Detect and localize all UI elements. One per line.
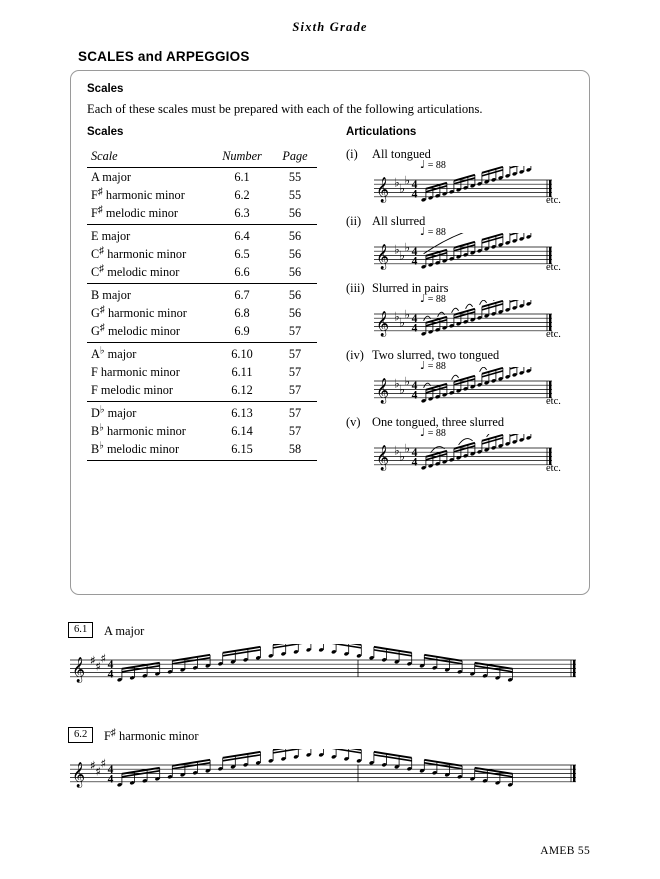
svg-text:♭: ♭ <box>404 374 411 389</box>
accidental-glyph: ♯ <box>99 322 105 333</box>
articulation-item <box>346 281 581 346</box>
quarter-note-icon: ♩ <box>420 359 426 372</box>
table-row <box>87 345 317 363</box>
svg-text:4: 4 <box>411 379 418 392</box>
cell-scale-page: 55 <box>288 187 302 202</box>
scales-table <box>87 147 317 463</box>
cell-scale-number: 6.6 <box>234 264 250 279</box>
accidental-glyph: ♯ <box>110 727 116 739</box>
tempo-value: = 88 <box>425 294 446 305</box>
cell-scale-number: 6.11 <box>231 364 253 379</box>
svg-text:♯: ♯ <box>95 764 102 779</box>
articulation-number: (iii) <box>346 281 365 295</box>
table-row <box>87 263 317 281</box>
articulation-label <box>346 415 581 430</box>
svg-text:♯: ♯ <box>90 758 96 773</box>
svg-text:4: 4 <box>107 658 114 671</box>
table-group <box>87 286 317 343</box>
quarter-note-icon: ♩ <box>420 158 426 171</box>
cell-scale-name: E major <box>91 228 131 243</box>
svg-text:4: 4 <box>411 389 418 402</box>
table-row <box>87 286 317 304</box>
tempo-value: = 88 <box>425 361 446 372</box>
svg-text:♭: ♭ <box>404 173 411 188</box>
table-row <box>87 186 317 204</box>
articulation-item <box>346 348 581 413</box>
accidental-glyph: ♯ <box>97 204 103 215</box>
cell-scale-number: 6.8 <box>234 305 250 320</box>
svg-text:♯: ♯ <box>100 651 107 666</box>
svg-text:4: 4 <box>411 446 418 459</box>
tempo-value: = 88 <box>425 227 446 238</box>
articulation-text: Slurred in pairs <box>372 281 449 295</box>
articulation-label <box>346 214 581 229</box>
svg-text:𝄞: 𝄞 <box>376 311 390 337</box>
tempo-marking <box>420 292 446 305</box>
svg-text:4: 4 <box>411 188 418 201</box>
cell-scale-number: 6.7 <box>234 287 250 302</box>
table-row <box>87 245 317 263</box>
cell-scale-name: G♯ melodic minor <box>91 322 181 338</box>
table-group <box>87 227 317 284</box>
table-header-row <box>87 147 317 168</box>
panel-heading: Scales <box>87 83 124 95</box>
scales-panel <box>70 70 590 595</box>
svg-text:𝄞: 𝄞 <box>376 177 390 203</box>
cell-scale-number: 6.2 <box>234 187 250 202</box>
cell-scale-name: B♭ melodic minor <box>91 440 180 456</box>
cell-scale-page: 58 <box>288 441 302 456</box>
cell-scale-page: 57 <box>288 346 302 361</box>
cell-scale-number: 6.5 <box>234 246 250 261</box>
articulation-number: (iv) <box>346 348 364 362</box>
etc-label: etc. <box>546 262 561 273</box>
svg-text:4: 4 <box>411 312 418 325</box>
table-group <box>87 345 317 402</box>
cell-scale-name: F harmonic minor <box>91 364 180 379</box>
table-row <box>87 227 317 245</box>
tempo-marking <box>420 426 446 439</box>
svg-text:4: 4 <box>411 255 418 268</box>
svg-text:♭: ♭ <box>394 175 400 190</box>
tempo-marking <box>420 158 446 171</box>
cell-scale-name: B♭ harmonic minor <box>91 422 186 438</box>
table-row <box>87 304 317 322</box>
example-number-tag: 6.1 <box>68 622 93 638</box>
tempo-marking <box>420 225 446 238</box>
example-title: F♯ harmonic minor <box>104 727 199 743</box>
cell-scale-page: 56 <box>288 228 302 243</box>
cell-scale-page: 56 <box>288 305 302 320</box>
articulation-label <box>346 147 581 162</box>
articulation-item <box>346 415 581 480</box>
cell-scale-number: 6.12 <box>231 382 253 397</box>
accidental-glyph: ♯ <box>97 186 103 197</box>
cell-scale-page: 57 <box>288 364 302 379</box>
articulation-number: (v) <box>346 415 361 429</box>
cell-scale-name: A major <box>91 169 131 184</box>
svg-text:4: 4 <box>411 456 418 469</box>
cell-scale-number: 6.13 <box>231 405 253 420</box>
quarter-note-icon: ♩ <box>420 292 426 305</box>
svg-text:4: 4 <box>107 763 114 776</box>
cell-scale-page: 56 <box>288 264 302 279</box>
accidental-glyph: ♯ <box>99 304 105 315</box>
quarter-note-icon: ♩ <box>420 426 426 439</box>
table-row <box>87 440 317 458</box>
svg-text:𝄞: 𝄞 <box>72 762 86 788</box>
etc-label: etc. <box>546 329 561 340</box>
articulation-label <box>346 348 581 363</box>
table-group <box>87 168 317 225</box>
svg-text:♭: ♭ <box>394 376 400 391</box>
cell-scale-page: 57 <box>288 382 302 397</box>
accidental-glyph: ♭ <box>99 345 105 356</box>
articulations-column-heading: Articulations <box>346 126 417 138</box>
accidental-glyph: ♯ <box>99 263 105 274</box>
svg-text:♯: ♯ <box>100 756 107 771</box>
table-row <box>87 381 317 399</box>
table-row <box>87 168 317 186</box>
cell-scale-number: 6.14 <box>231 423 253 438</box>
accidental-glyph: ♭ <box>99 404 105 415</box>
table-row <box>87 422 317 440</box>
cell-scale-number: 6.9 <box>234 323 250 338</box>
table-row <box>87 322 317 340</box>
tempo-marking <box>420 359 446 372</box>
cell-scale-name: C♯ harmonic minor <box>91 245 187 261</box>
column-header-number: Number <box>222 149 262 163</box>
svg-text:♭: ♭ <box>404 441 411 456</box>
example-number-tag: 6.2 <box>68 727 93 743</box>
cell-scale-number: 6.10 <box>231 346 253 361</box>
svg-text:𝄞: 𝄞 <box>72 657 86 683</box>
svg-text:𝄞: 𝄞 <box>376 378 390 404</box>
accidental-glyph: ♭ <box>99 440 104 451</box>
tempo-value: = 88 <box>425 428 446 439</box>
svg-text:♯: ♯ <box>90 653 96 668</box>
cell-scale-name: G♯ harmonic minor <box>91 304 187 320</box>
svg-text:𝄞: 𝄞 <box>376 445 390 471</box>
svg-text:♭: ♭ <box>399 248 405 263</box>
svg-text:♭: ♭ <box>399 382 405 397</box>
svg-text:4: 4 <box>411 245 418 258</box>
svg-text:♭: ♭ <box>394 443 400 458</box>
articulation-text: Two slurred, two tongued <box>372 348 500 362</box>
svg-text:♭: ♭ <box>394 309 400 324</box>
table-group <box>87 404 317 461</box>
svg-text:♭: ♭ <box>404 307 411 322</box>
svg-text:♭: ♭ <box>399 315 405 330</box>
cell-scale-page: 57 <box>288 423 302 438</box>
cell-scale-page: 56 <box>288 205 302 220</box>
cell-scale-page: 56 <box>288 246 302 261</box>
articulation-number: (ii) <box>346 214 362 228</box>
tempo-value: = 88 <box>425 160 446 171</box>
cell-scale-number: 6.3 <box>234 205 250 220</box>
svg-text:♭: ♭ <box>394 242 400 257</box>
table-row <box>87 404 317 422</box>
svg-text:♭: ♭ <box>399 181 405 196</box>
etc-label: etc. <box>546 195 561 206</box>
svg-text:♯: ♯ <box>95 659 102 674</box>
etc-label: etc. <box>546 396 561 407</box>
cell-scale-name: C♯ melodic minor <box>91 263 180 279</box>
table-row <box>87 204 317 222</box>
svg-text:𝄞: 𝄞 <box>376 244 390 270</box>
cell-scale-number: 6.4 <box>234 228 250 243</box>
scales-column-heading: Scales <box>87 126 124 138</box>
cell-scale-name: B major <box>91 287 131 302</box>
svg-text:♭: ♭ <box>399 449 405 464</box>
svg-text:♭: ♭ <box>404 240 411 255</box>
articulation-number: (i) <box>346 147 358 161</box>
articulation-text: All tongued <box>372 147 431 161</box>
cell-scale-name: F melodic minor <box>91 382 173 397</box>
cell-scale-page: 57 <box>288 323 302 338</box>
cell-scale-name: A♭ major <box>91 345 137 361</box>
cell-scale-name: F♯ harmonic minor <box>91 186 185 202</box>
example-title: A major <box>104 624 145 638</box>
articulation-text: One tongued, three slurred <box>372 415 505 429</box>
cell-scale-number: 6.1 <box>234 169 250 184</box>
column-header-scale: Scale <box>91 149 118 163</box>
etc-label: etc. <box>546 463 561 474</box>
music-staff <box>68 644 578 701</box>
articulation-label <box>346 281 581 296</box>
cell-scale-page: 56 <box>288 287 302 302</box>
articulation-text: All slurred <box>372 214 426 228</box>
cell-scale-name: D♭ major <box>91 404 137 420</box>
page-title: SCALES and ARPEGGIOS <box>78 49 250 64</box>
svg-text:4: 4 <box>411 322 418 335</box>
table-row <box>87 363 317 381</box>
panel-subheading: Each of these scales must be prepared with each of the following articulations. <box>87 102 483 116</box>
articulation-item <box>346 147 581 212</box>
music-staff <box>68 749 578 806</box>
svg-text:4: 4 <box>411 178 418 191</box>
column-header-page: Page <box>282 149 308 163</box>
svg-text:4: 4 <box>107 668 114 681</box>
accidental-glyph: ♯ <box>99 245 105 256</box>
cell-scale-number: 6.15 <box>231 441 253 456</box>
cell-scale-page: 55 <box>288 169 302 184</box>
svg-text:4: 4 <box>107 773 114 786</box>
quarter-note-icon: ♩ <box>420 225 426 238</box>
accidental-glyph: ♭ <box>99 422 104 433</box>
running-head: Sixth Grade <box>292 20 368 34</box>
cell-scale-name: F♯ melodic minor <box>91 204 178 220</box>
articulation-item <box>346 214 581 279</box>
footer: AMEB 55 <box>540 845 590 857</box>
cell-scale-page: 57 <box>288 405 302 420</box>
